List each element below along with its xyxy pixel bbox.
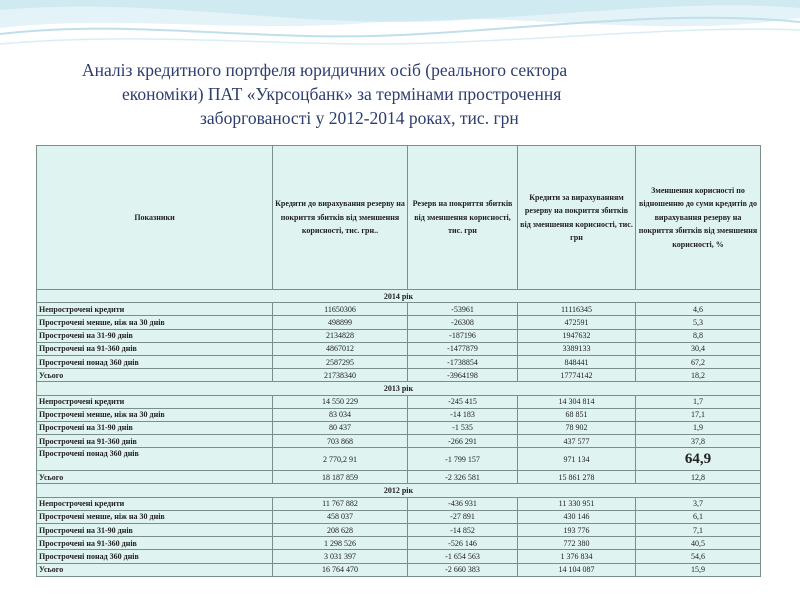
table-row [37, 537, 761, 550]
table-cell: -436 931 [408, 497, 518, 510]
table-row [37, 329, 761, 342]
row-label: Прострочені на 91-360 днів [37, 537, 273, 550]
table-cell: 4867012 [273, 342, 408, 355]
table-cell: -1738854 [408, 355, 518, 368]
table-cell: -187196 [408, 329, 518, 342]
table-cell: -14 852 [408, 524, 518, 537]
table-cell: -1 799 157 [408, 448, 518, 471]
table-cell: 11 767 882 [273, 497, 408, 510]
table-cell: 6,1 [636, 510, 761, 523]
table-cell: 8,8 [636, 329, 761, 342]
table-cell: -27 891 [408, 510, 518, 523]
table-cell: -245 415 [408, 395, 518, 408]
table-cell: -53961 [408, 303, 518, 316]
table-cell: 193 776 [518, 524, 636, 537]
table-cell: 703 868 [273, 435, 408, 448]
table-cell: 3 031 397 [273, 550, 408, 563]
table-cell: 772 380 [518, 537, 636, 550]
year-section-row [37, 484, 761, 497]
table-row [37, 355, 761, 368]
row-label: Прострочені на 91-360 днів [37, 342, 273, 355]
table-cell: 64,9 [636, 448, 761, 471]
table-cell: 4,6 [636, 303, 761, 316]
table-row [37, 550, 761, 563]
table-cell: 21738340 [273, 369, 408, 382]
year-section-row [37, 290, 761, 303]
table-cell: 11 330 951 [518, 497, 636, 510]
header-impairment-ratio: Зменшення корисності по відношенню до суми кредитів до вирахування резерву на покриття збитків від зменшення корисності, % [636, 146, 761, 290]
header-impairment-reserve: Резерв на покриття збитків від зменшення корисності, тис. грн [408, 146, 518, 290]
table-row [37, 303, 761, 316]
table-row [37, 421, 761, 434]
table-cell: -1477879 [408, 342, 518, 355]
table-cell: 971 134 [518, 448, 636, 471]
table-cell: -1 535 [408, 421, 518, 434]
table-row [37, 524, 761, 537]
table-cell: -26308 [408, 316, 518, 329]
row-label: Прострочені менше, ніж на 30 днів [37, 510, 273, 523]
table-cell: 16 764 470 [273, 563, 408, 576]
row-label: Прострочені понад 360 днів [37, 550, 273, 563]
table-cell: 83 034 [273, 408, 408, 421]
table-cell: -1 654 563 [408, 550, 518, 563]
table-cell: 17,1 [636, 408, 761, 421]
table-cell: -526 146 [408, 537, 518, 550]
table-cell: 30,4 [636, 342, 761, 355]
table-cell: 18,2 [636, 369, 761, 382]
table-cell: 3389133 [518, 342, 636, 355]
row-label: Прострочені понад 360 днів [37, 448, 273, 471]
table-cell: -2 326 581 [408, 471, 518, 484]
row-label: Усього [37, 471, 273, 484]
table-row [37, 316, 761, 329]
table-cell: 80 437 [273, 421, 408, 434]
table-cell: 1,9 [636, 421, 761, 434]
table-cell: 2587295 [273, 355, 408, 368]
table-cell: 208 628 [273, 524, 408, 537]
table-row [37, 510, 761, 523]
title-line-1: Аналіз кредитного портфеля юридичних осіб (реального сектора [82, 60, 568, 80]
table-cell: 1 298 526 [273, 537, 408, 550]
row-label: Прострочені на 31-90 днів [37, 421, 273, 434]
title-line-2: економіки) ПАТ «Укрсоцбанк» за термінами прострочення [122, 84, 562, 104]
table-row [37, 471, 761, 484]
table-cell: 458 037 [273, 510, 408, 523]
row-label: Прострочені на 31-90 днів [37, 329, 273, 342]
table-cell: 67,2 [636, 355, 761, 368]
table-row [37, 563, 761, 576]
header-net-loans: Кредити за вирахуванням резерву на покриття збитків від зменшення корисності, тис. грн [518, 146, 636, 290]
table-cell: 37,8 [636, 435, 761, 448]
row-label: Непрострочені кредити [37, 395, 273, 408]
table-cell: 1 376 834 [518, 550, 636, 563]
table-cell: -3964198 [408, 369, 518, 382]
table-cell: 11650306 [273, 303, 408, 316]
table-cell: -2 660 383 [408, 563, 518, 576]
row-label: Прострочені на 91-360 днів [37, 435, 273, 448]
table-row [37, 408, 761, 421]
table-cell: 14 104 087 [518, 563, 636, 576]
table-cell: 15,9 [636, 563, 761, 576]
table-row [37, 342, 761, 355]
table-cell: 11116345 [518, 303, 636, 316]
table-cell: 14 550 229 [273, 395, 408, 408]
row-label: Прострочені менше, ніж на 30 днів [37, 408, 273, 421]
table-cell: 12,8 [636, 471, 761, 484]
table-cell: 78 902 [518, 421, 636, 434]
year-label: 2013 рік [37, 382, 761, 395]
row-label: Усього [37, 369, 273, 382]
year-label: 2012 рік [37, 484, 761, 497]
table-body [37, 290, 761, 577]
table-cell: 18 187 859 [273, 471, 408, 484]
row-label: Прострочені на 31-90 днів [37, 524, 273, 537]
table-cell: 437 577 [518, 435, 636, 448]
table-cell: 68 851 [518, 408, 636, 421]
row-label: Прострочені понад 360 днів [37, 355, 273, 368]
row-label: Усього [37, 563, 273, 576]
table-cell: 3,7 [636, 497, 761, 510]
year-section-row [37, 382, 761, 395]
table-cell: 848441 [518, 355, 636, 368]
table-cell: 40,5 [636, 537, 761, 550]
table-row [37, 497, 761, 510]
table-cell: 2 770,2 91 [273, 448, 408, 471]
table-cell: -266 291 [408, 435, 518, 448]
header-indicators: Показники [37, 146, 273, 290]
loan-portfolio-table [36, 145, 761, 577]
year-label: 2014 рік [37, 290, 761, 303]
table-cell: 7,1 [636, 524, 761, 537]
table-cell: 472591 [518, 316, 636, 329]
loan-portfolio-table-container [36, 145, 760, 577]
table-row [37, 395, 761, 408]
table-cell: 17774142 [518, 369, 636, 382]
table-row [37, 448, 761, 471]
table-cell: 14 304 814 [518, 395, 636, 408]
table-cell: 5,3 [636, 316, 761, 329]
table-row [37, 369, 761, 382]
table-cell: -14 183 [408, 408, 518, 421]
table-cell: 1,7 [636, 395, 761, 408]
table-header-row [37, 146, 761, 290]
table-cell: 2134828 [273, 329, 408, 342]
title-line-3: заборгованості у 2012-2014 роках, тис. грн [200, 108, 519, 128]
table-cell: 498899 [273, 316, 408, 329]
slide-title [60, 58, 740, 130]
table-cell: 1947632 [518, 329, 636, 342]
table-cell: 430 146 [518, 510, 636, 523]
table-cell: 15 861 278 [518, 471, 636, 484]
row-label: Непрострочені кредити [37, 497, 273, 510]
row-label: Непрострочені кредити [37, 303, 273, 316]
table-row [37, 435, 761, 448]
table-cell: 54,6 [636, 550, 761, 563]
header-gross-loans: Кредити до вирахування резерву на покриття збитків від зменшення корисності, тис. грн.. [273, 146, 408, 290]
row-label: Прострочені менше, ніж на 30 днів [37, 316, 273, 329]
